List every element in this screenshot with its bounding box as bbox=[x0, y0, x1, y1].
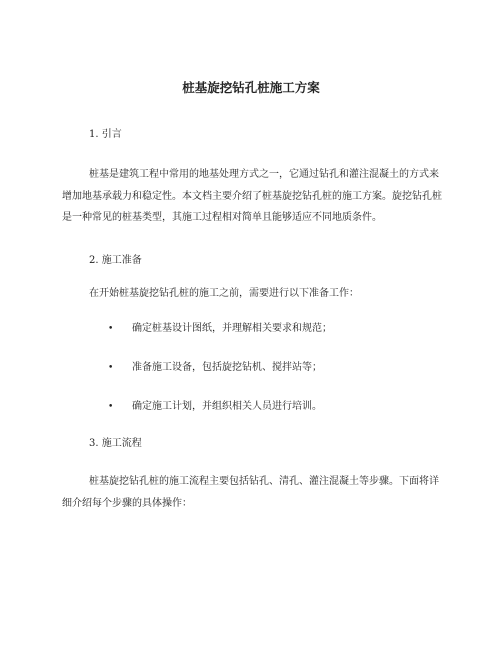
bullet-icon: • bbox=[108, 402, 114, 412]
list-item bbox=[108, 361, 322, 375]
list-item bbox=[108, 322, 332, 336]
paragraph-text: 桩基旋挖钻孔桩的施工流程主要包括钻孔、清孔、灌注混凝土等步骤。下面将详细介绍每个步骤的具体操作： bbox=[62, 476, 439, 509]
paragraph-text: 在开始桩基旋挖钻孔桩的施工之前，需要进行以下准备工作： bbox=[89, 288, 359, 299]
section-paragraph-introduction bbox=[62, 164, 442, 229]
list-item-text: 确定桩基设计图纸，并理解相关要求和规范； bbox=[132, 323, 332, 334]
list-item bbox=[108, 400, 322, 414]
list-item-text: 确定施工计划，并组织相关人员进行培训。 bbox=[132, 401, 322, 412]
section-heading-preparation: 2. 施工准备 bbox=[89, 255, 142, 266]
section-paragraph-preparation bbox=[62, 283, 442, 305]
section-heading-process: 3. 施工流程 bbox=[89, 438, 142, 449]
bullet-icon: • bbox=[108, 363, 114, 373]
document-title: 桩基旋挖钻孔桩施工方案 bbox=[182, 80, 320, 95]
list-item-text: 准备施工设备，包括旋挖钻机、搅拌站等； bbox=[132, 362, 322, 373]
paragraph-text: 桩基是建筑工程中常用的地基处理方式之一，它通过钻孔和灌注混凝土的方式来增加地基承载力和稳定性。本文档主要介绍了桩基旋挖钻孔桩的施工方案。旋挖钻孔桩是一种常见的桩基类型，其施工过程相对简单且能够适应不同地质条件。 bbox=[62, 169, 442, 223]
section-heading-introduction: 1. 引言 bbox=[89, 129, 122, 140]
section-paragraph-process bbox=[62, 471, 442, 514]
bullet-icon: • bbox=[108, 324, 114, 334]
